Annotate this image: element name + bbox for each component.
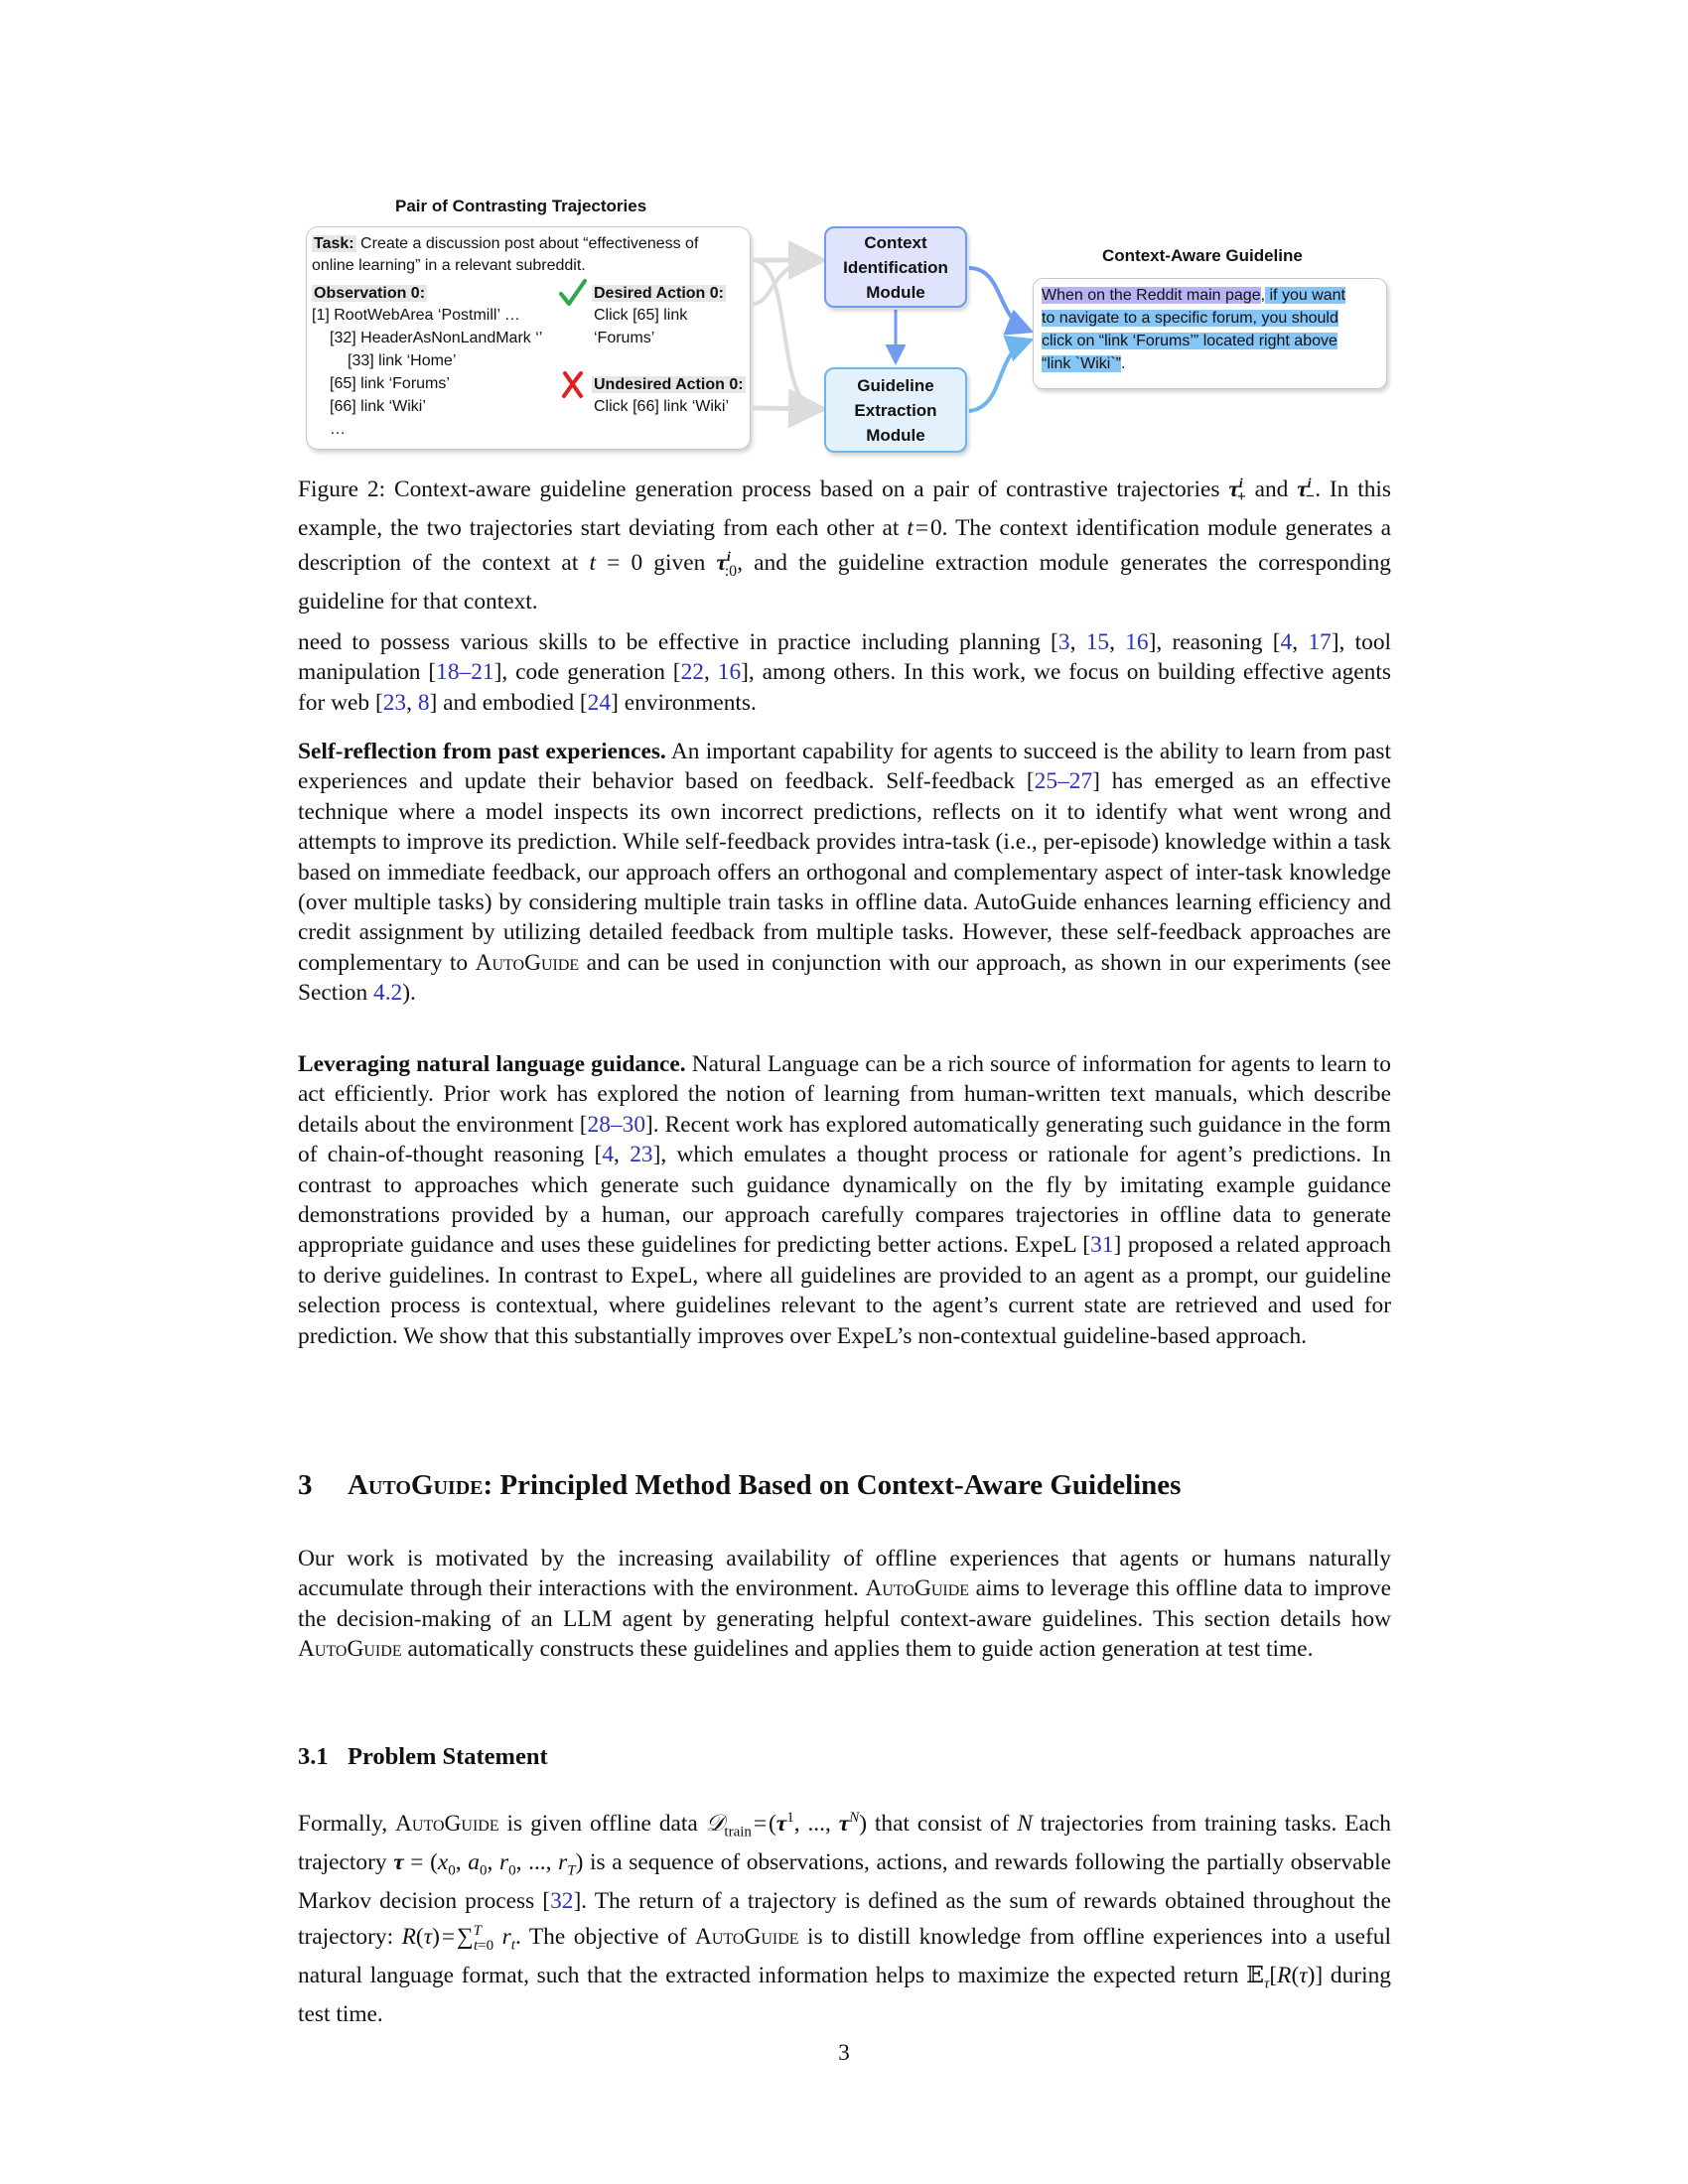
paragraph-text: ] has emerged as an effective technique where a model inspects its own incorrect predictions, reflects on it to identify what went wrong and attempts to improve its prediction. While self-feedback provides intra-task (i.e., per-episode) knowledge within a task based on immediate feedback, our approach offers an orthogonal and complementary aspect of inter-task knowledge (over multiple tasks) by considering multiple train tasks in offline data. AutoGuide enhances learning efficiency and credit assignment by utilizing detailed feedback from multiple tasks. However, these self-feedback approaches are complementary to [298, 768, 1391, 976]
module-label-line: Identification [843, 257, 948, 277]
paragraph-text: Our work is motivated by the increasing availability of offline experiences that agents or humans naturally accumulate through their interactions with the environment. [298, 1546, 1391, 1602]
section-number: 3 [298, 1469, 313, 1501]
citation-link[interactable]: 31 [1090, 1232, 1114, 1259]
method-name: AutoGuide [395, 1810, 499, 1837]
guideline-action-text: click on “link ‘Forums’” located right above [1042, 333, 1337, 349]
observation-label-text: Observation 0: [314, 285, 426, 302]
guideline-module-label [854, 373, 936, 448]
math-trajectory: $\tau = (x_0$, $a_0$, $r_0$, ..., $r_T$) [393, 1848, 584, 1879]
section-3-paragraph [298, 1544, 1391, 1665]
page-number: 3 [838, 2040, 850, 2066]
paragraph-text: ] proposed a related approach to derive guidelines. In contrast to ExpeL, where all guidelines are provided to an agent as a prompt, our guideline selection process is contextual, where guidelines relevant to the agent’s current state are retrieved and used for prediction. We show that this substantially improves over ExpeL’s non-contextual guideline-based approach. [298, 1232, 1391, 1349]
desired-action-line: Click [65] link [594, 307, 688, 324]
guideline-line-2 [1042, 307, 1338, 330]
paragraph-text: Formally, [298, 1810, 396, 1837]
guideline-action-text: if you want [1265, 287, 1345, 304]
guideline-action-text: “link `Wiki`” [1042, 355, 1121, 372]
paragraph-text: ]. The return of a trajectory is defined as the sum of rewards obtained throughout the trajectory: [298, 1887, 1391, 1951]
citation-link[interactable]: 8 [417, 689, 430, 716]
method-name: AutoGuide [298, 1636, 402, 1663]
observation-line: … [330, 421, 346, 438]
desired-label-text: Desired Action 0: [594, 285, 724, 302]
paragraph-text: ] and embodied [ [429, 689, 588, 716]
module-label-line: Module [866, 282, 925, 302]
citation-link[interactable]: 23 [382, 689, 407, 716]
context-identification-module [824, 226, 967, 308]
observation-line: [1] RootWebArea ‘Postmill’ … [312, 307, 520, 324]
paragraph-text: automatically constructs these guidelines and applies them to guide action generation at test time. [401, 1636, 1314, 1663]
math-dtrain: 𝒟$_{train}$ = ($\tau^1$, ..., $\tau^N$) [705, 1810, 867, 1841]
paragraph-text: . The objective of [514, 1924, 695, 1951]
paragraph-text: aims to leverage this offline data to improve the decision-making of an LLM agent by generating helpful context-aware guidelines. This section details how [298, 1575, 1391, 1632]
context-module-label [843, 230, 948, 305]
citation-link[interactable]: 15 [1085, 629, 1110, 655]
paragraph-heading: Self-reflection from past experiences. [298, 739, 666, 764]
task-text: Create a discussion post about “effectiveness of [355, 235, 699, 252]
paragraph-text: is given offline data [498, 1810, 706, 1837]
citation-link[interactable]: 28–30 [587, 1111, 646, 1138]
method-name: AutoGuide [694, 1924, 799, 1951]
citation-link[interactable]: 18–21 [436, 659, 494, 686]
math-return: R(τ) = ∑$^T_{t=0}$ $r_t$ [401, 1923, 515, 1954]
module-label-line: Extraction [854, 400, 937, 420]
guideline-context-text: When on the Reddit main page [1042, 287, 1261, 304]
section-3-heading [298, 1469, 1181, 1502]
paragraph-text: that consist of [867, 1810, 1018, 1837]
paragraph-text: ], code generation [ [493, 659, 681, 686]
paragraph-text: ], tool manipulation [ [298, 629, 1392, 686]
method-name: AutoGuide [348, 1469, 484, 1501]
desired-action-line: ‘Forums’ [594, 330, 655, 346]
paragraph-text: is a sequence of observations, actions, and rewards following the partially observable Markov decision process [ [298, 1848, 1391, 1914]
citation-link[interactable]: 22 [680, 659, 704, 686]
module-label-line: Module [866, 425, 925, 445]
related-work-paragraph: need to possess various skills to be effective in practice including planning [3, 15, 16], reasoning [4, 17], tool manipulation [18–21], code generation [22, 16], among others. In this work, we focus on building effective agents for web [23, 8] and embodied [24] environments. [298, 629, 1392, 716]
caption-text: . The context identification module generates a description of the context at [298, 514, 1391, 577]
guideline-line-1 [1042, 284, 1345, 307]
caption-text: Context-aware guideline generation process based on a pair of contrastive trajectories [385, 476, 1229, 502]
section-3-1-heading [298, 1743, 548, 1771]
caption-text: and [1245, 476, 1298, 502]
task-label: Task: [314, 235, 354, 252]
math-tau-prefix: $\tau^i_{:0}$ [716, 550, 738, 580]
citation-link[interactable]: 32 [550, 1887, 574, 1914]
paragraph-text: during test time. [298, 1963, 1391, 2028]
module-label-line: Guideline [857, 375, 934, 395]
citation-link[interactable]: 25–27 [1034, 768, 1093, 795]
paragraph-text: need to possess various skills to be effective in practice including planning [ [298, 629, 1058, 655]
paragraph-text: An important capability for agents to succeed is the ability to learn from past experiences and update their behavior based on feedback. Self-feedback [ [298, 739, 1391, 795]
caption-text: , and the guideline extraction module generates the corresponding guideline for that context. [298, 550, 1391, 615]
method-name: AutoGuide [475, 949, 580, 976]
citation-link[interactable]: 23 [630, 1142, 653, 1168]
problem-statement-paragraph [298, 1803, 1391, 2030]
observation-line: [65] link ‘Forums’ [330, 375, 450, 392]
guideline-action-text: to navigate to a specific forum, you should [1042, 310, 1338, 327]
math-t-zero: t [907, 514, 914, 541]
guideline-line-4 [1042, 352, 1125, 375]
citation-link[interactable]: 16 [717, 659, 742, 686]
paragraph-heading: Leveraging natural language guidance. [298, 1051, 686, 1077]
paragraph-text: ], reasoning [ [1148, 629, 1281, 655]
module-label-line: Context [864, 232, 927, 252]
citation-link[interactable]: 3 [1057, 629, 1070, 655]
observation-line: [33] link ‘Home’ [348, 352, 457, 369]
figure-caption: Figure 2: Context-aware guideline generation process based on a pair of contrastive trajectories $\tau^i_+$ and $\tau^i_-$. In this example, the two trajectories start deviating from each other at t = 0. The context identification module generates a description of the context at t = 0 given $\tau^i_{:0}$, and the guideline extraction module generates the corresponding guideline for that context. [298, 476, 1392, 615]
self-reflection-paragraph [298, 737, 1391, 1009]
figure-2 [298, 195, 1390, 458]
guideline-line-3 [1042, 330, 1337, 352]
paragraph-text: ], among others. In this work, we focus on building effective agents for web [ [298, 659, 1391, 716]
citation-link[interactable]: 17 [1308, 629, 1332, 655]
right-panel-title: Context-Aware Guideline [1102, 246, 1303, 265]
section-title: Problem Statement [348, 1743, 548, 1770]
task-line-2: online learning” in a relevant subreddit. [312, 257, 586, 274]
paragraph-text: ], which emulates a thought process or rationale for agent’s predictions. In contrast to approaches which generate such guidance dynamically on the fly by imitating example guidance demonstrations provided by a human, our approach carefully compares trajectories in offline data to generate appropriate guidance and uses these guidelines for predicting better actions. ExpeL [ [298, 1142, 1391, 1259]
guideline-comma: , [1260, 287, 1266, 304]
citation-link[interactable]: 24 [587, 689, 612, 716]
citation-link[interactable]: 4 [1280, 629, 1293, 655]
section-link[interactable]: 4.2 [373, 980, 403, 1007]
caption-label: Figure 2: [298, 476, 386, 502]
undesired-action-line: Click [66] link ‘Wiki’ [594, 398, 730, 415]
left-panel-title: Pair of Contrasting Trajectories [395, 197, 647, 215]
section-number: 3.1 [298, 1743, 329, 1770]
math-tau-minus: $\tau^i_-$ [1297, 476, 1316, 506]
nl-guidance-paragraph: Leveraging natural language guidance. Natural Language can be a rich source of information for agents to learn to act efficiently. Prior work has explored the notion of learning from human-written text manuals, which describe details about the environment [28–30]. Recent work has explored automatically generating such guidance in the form of chain-of-thought reasoning [4, 23], which emulates a thought process or rationale for agent’s predictions. In contrast to approaches which generate such guidance dynamically on the fly by imitating example guidance demonstrations provided by a human, our approach carefully compares trajectories in offline data to generate appropriate guidance and uses these guidelines for predicting better actions. ExpeL [31] proposed a related approach to derive guidelines. In contrast to ExpeL, where all guidelines are provided to an agent as a prompt, our guideline selection process is contextual, where guidelines relevant to the agent’s current state are retrieved and used for prediction. We show that this substantially improves over ExpeL’s non-contextual guideline-based approach. [298, 1051, 1391, 1349]
guideline-period: . [1120, 355, 1126, 372]
observation-line: [66] link ‘Wiki’ [330, 398, 426, 415]
paragraph-text: trajectories from training tasks. Each trajectory [298, 1810, 1391, 1875]
math-n: N [1017, 1810, 1033, 1837]
paragraph-text: and can be used in conjunction with our approach, as shown in our experiments (see Section [298, 949, 1392, 1007]
math-t-eq-zero: t = 0 [589, 550, 643, 577]
paragraph-text: is to distill knowledge from offline experiences into a useful natural language format, such that the extracted information helps to maximize the expected return [298, 1924, 1391, 1989]
undesired-label-text: Undesired Action 0: [594, 376, 744, 393]
math-tau-plus: $\tau^i_+$ [1228, 476, 1246, 506]
method-name: AutoGuide [865, 1575, 970, 1602]
paragraph-text: ). [402, 980, 416, 1007]
paragraph-text: ]. Recent work has explored automatically generating such guidance in the form of chain-of-thought reasoning [ [298, 1111, 1391, 1168]
paragraph-text: ] environments. [611, 689, 757, 716]
section-title: : Principled Method Based on Context-Aware Guidelines [483, 1469, 1182, 1501]
citation-link[interactable]: 4 [602, 1142, 615, 1168]
guideline-extraction-module [824, 367, 967, 453]
citation-link[interactable]: 16 [1125, 629, 1149, 655]
observation-line: [32] HeaderAsNonLandMark ‘’ [330, 330, 543, 346]
math-expected-return: 𝔼$_\tau$[R(τ)] [1246, 1963, 1324, 1992]
caption-text: given [642, 550, 717, 577]
paragraph-text: Natural Language can be a rich source of information for agents to learn to act efficiently. Prior work has explored the notion of learning from human-written text manuals, which describe details about the environment [ [298, 1051, 1391, 1138]
caption-text: . In this example, the two trajectories start deviating from each other at [298, 476, 1392, 541]
